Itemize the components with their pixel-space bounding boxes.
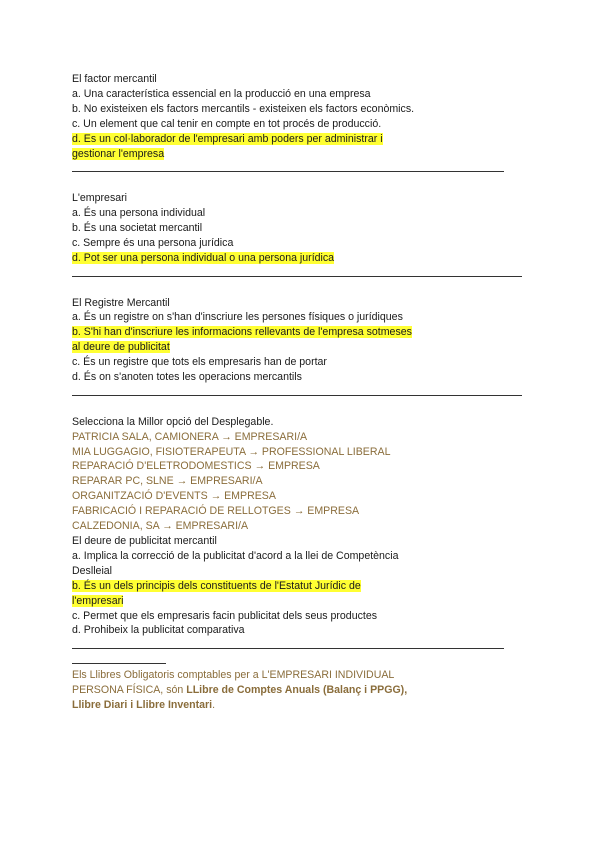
match-item: PATRICIA SALA, CAMIONERA → EMPRESARI/A <box>72 430 308 443</box>
note-bold-text: LLibre de Comptes Anuals (Balanç i PPGG), <box>186 684 408 697</box>
note-bold-text: Llibre Diari i Llibre Inventari <box>72 698 213 711</box>
question-title: El factor mercantil <box>72 73 157 85</box>
question-title: El Registre Mercantil <box>72 296 170 309</box>
option-c: c. Permet que els empresaris facin publicitat dels seus productes <box>72 609 378 622</box>
highlighted-answer-cont: l'empresari <box>72 594 124 607</box>
option-d: d. És on s'anoten totes les operacions mercantils <box>72 371 302 384</box>
document-content <box>72 72 532 713</box>
question-title: Selecciona la Millor opció del Desplegable. <box>72 415 274 428</box>
question-title: L'empresari <box>72 192 128 205</box>
option-b: b. No existeixen els factors mercantils - existeixen els factors econòmics. <box>72 102 415 115</box>
separator-line <box>72 385 532 400</box>
match-item: MIA LUGGAGIO, FISIOTERAPEUTA → PROFESSIONAL LIBERAL <box>72 445 391 458</box>
highlighted-answer-cont: gestionar l'empresa <box>72 147 165 160</box>
question-deure-publicitat <box>72 534 532 638</box>
note-line: Els Llibres Obligatoris comptables per a L'EMPRESARI INDIVIDUAL <box>72 669 395 682</box>
question-registre-mercantil <box>72 296 532 385</box>
separator-line <box>72 161 532 176</box>
note-line <box>72 698 532 713</box>
note-text: . <box>212 698 216 711</box>
separator-line <box>72 638 532 653</box>
option-a: a. És un registre on s'han d'inscriure les persones físiques o jurídiques <box>72 311 403 324</box>
option-c: c. Sempre és una persona jurídica <box>72 236 234 249</box>
separator-line <box>72 266 532 281</box>
option-c: c. És un registre que tots els empresaris han de portar <box>72 356 327 369</box>
highlighted-answer: d. Pot ser una persona individual o una persona jurídica <box>72 251 335 264</box>
question-title: El deure de publicitat mercantil <box>72 535 217 547</box>
option-c: c. Un element que cal tenir en compte en tot procés de producció. <box>72 117 382 130</box>
question-empresari <box>72 191 532 266</box>
highlighted-answer: d. Es un col·laborador de l'empresari amb poders per administrar i <box>72 132 383 145</box>
highlighted-answer-cont: al deure de publicitat <box>72 341 170 354</box>
note-text: PERSONA FÍSICA, són <box>72 684 187 697</box>
option-a: a. És una persona individual <box>72 207 206 220</box>
note-llibres-obligatoris <box>72 668 532 713</box>
highlighted-answer: b. S'hi han d'inscriure les informacions rellevants de l'empresa sotmeses <box>72 326 412 339</box>
option-a: a. Una característica essencial en la producció en una empresa <box>72 87 371 100</box>
match-item: REPARACIÓ D'ELETRODOMESTICS → EMPRESA <box>72 460 320 473</box>
match-item: ORGANITZACIÓ D'EVENTS → EMPRESA <box>72 490 276 503</box>
option-b: b. És una societat mercantil <box>72 222 203 235</box>
question-factor-mercantil <box>72 72 532 161</box>
highlighted-answer: b. És un dels principis dels constituents de l'Estatut Jurídic de <box>72 579 361 592</box>
question-desplegable <box>72 415 532 534</box>
note-line <box>72 683 532 698</box>
match-item: FABRICACIÓ I REPARACIÓ DE RELLOTGES → EMPRESA <box>72 505 360 518</box>
option-d: d. Prohibeix la publicitat comparativa <box>72 624 245 637</box>
match-item: CALZEDONIA, SA → EMPRESARI/A <box>72 520 249 533</box>
option-a-cont: Deslleial <box>72 564 113 577</box>
match-item: REPARAR PC, SLNE → EMPRESARI/A <box>72 475 263 488</box>
separator-line-short <box>72 653 532 668</box>
option-a: a. Implica la correcció de la publicitat d'acord a la llei de Competència <box>72 549 399 562</box>
